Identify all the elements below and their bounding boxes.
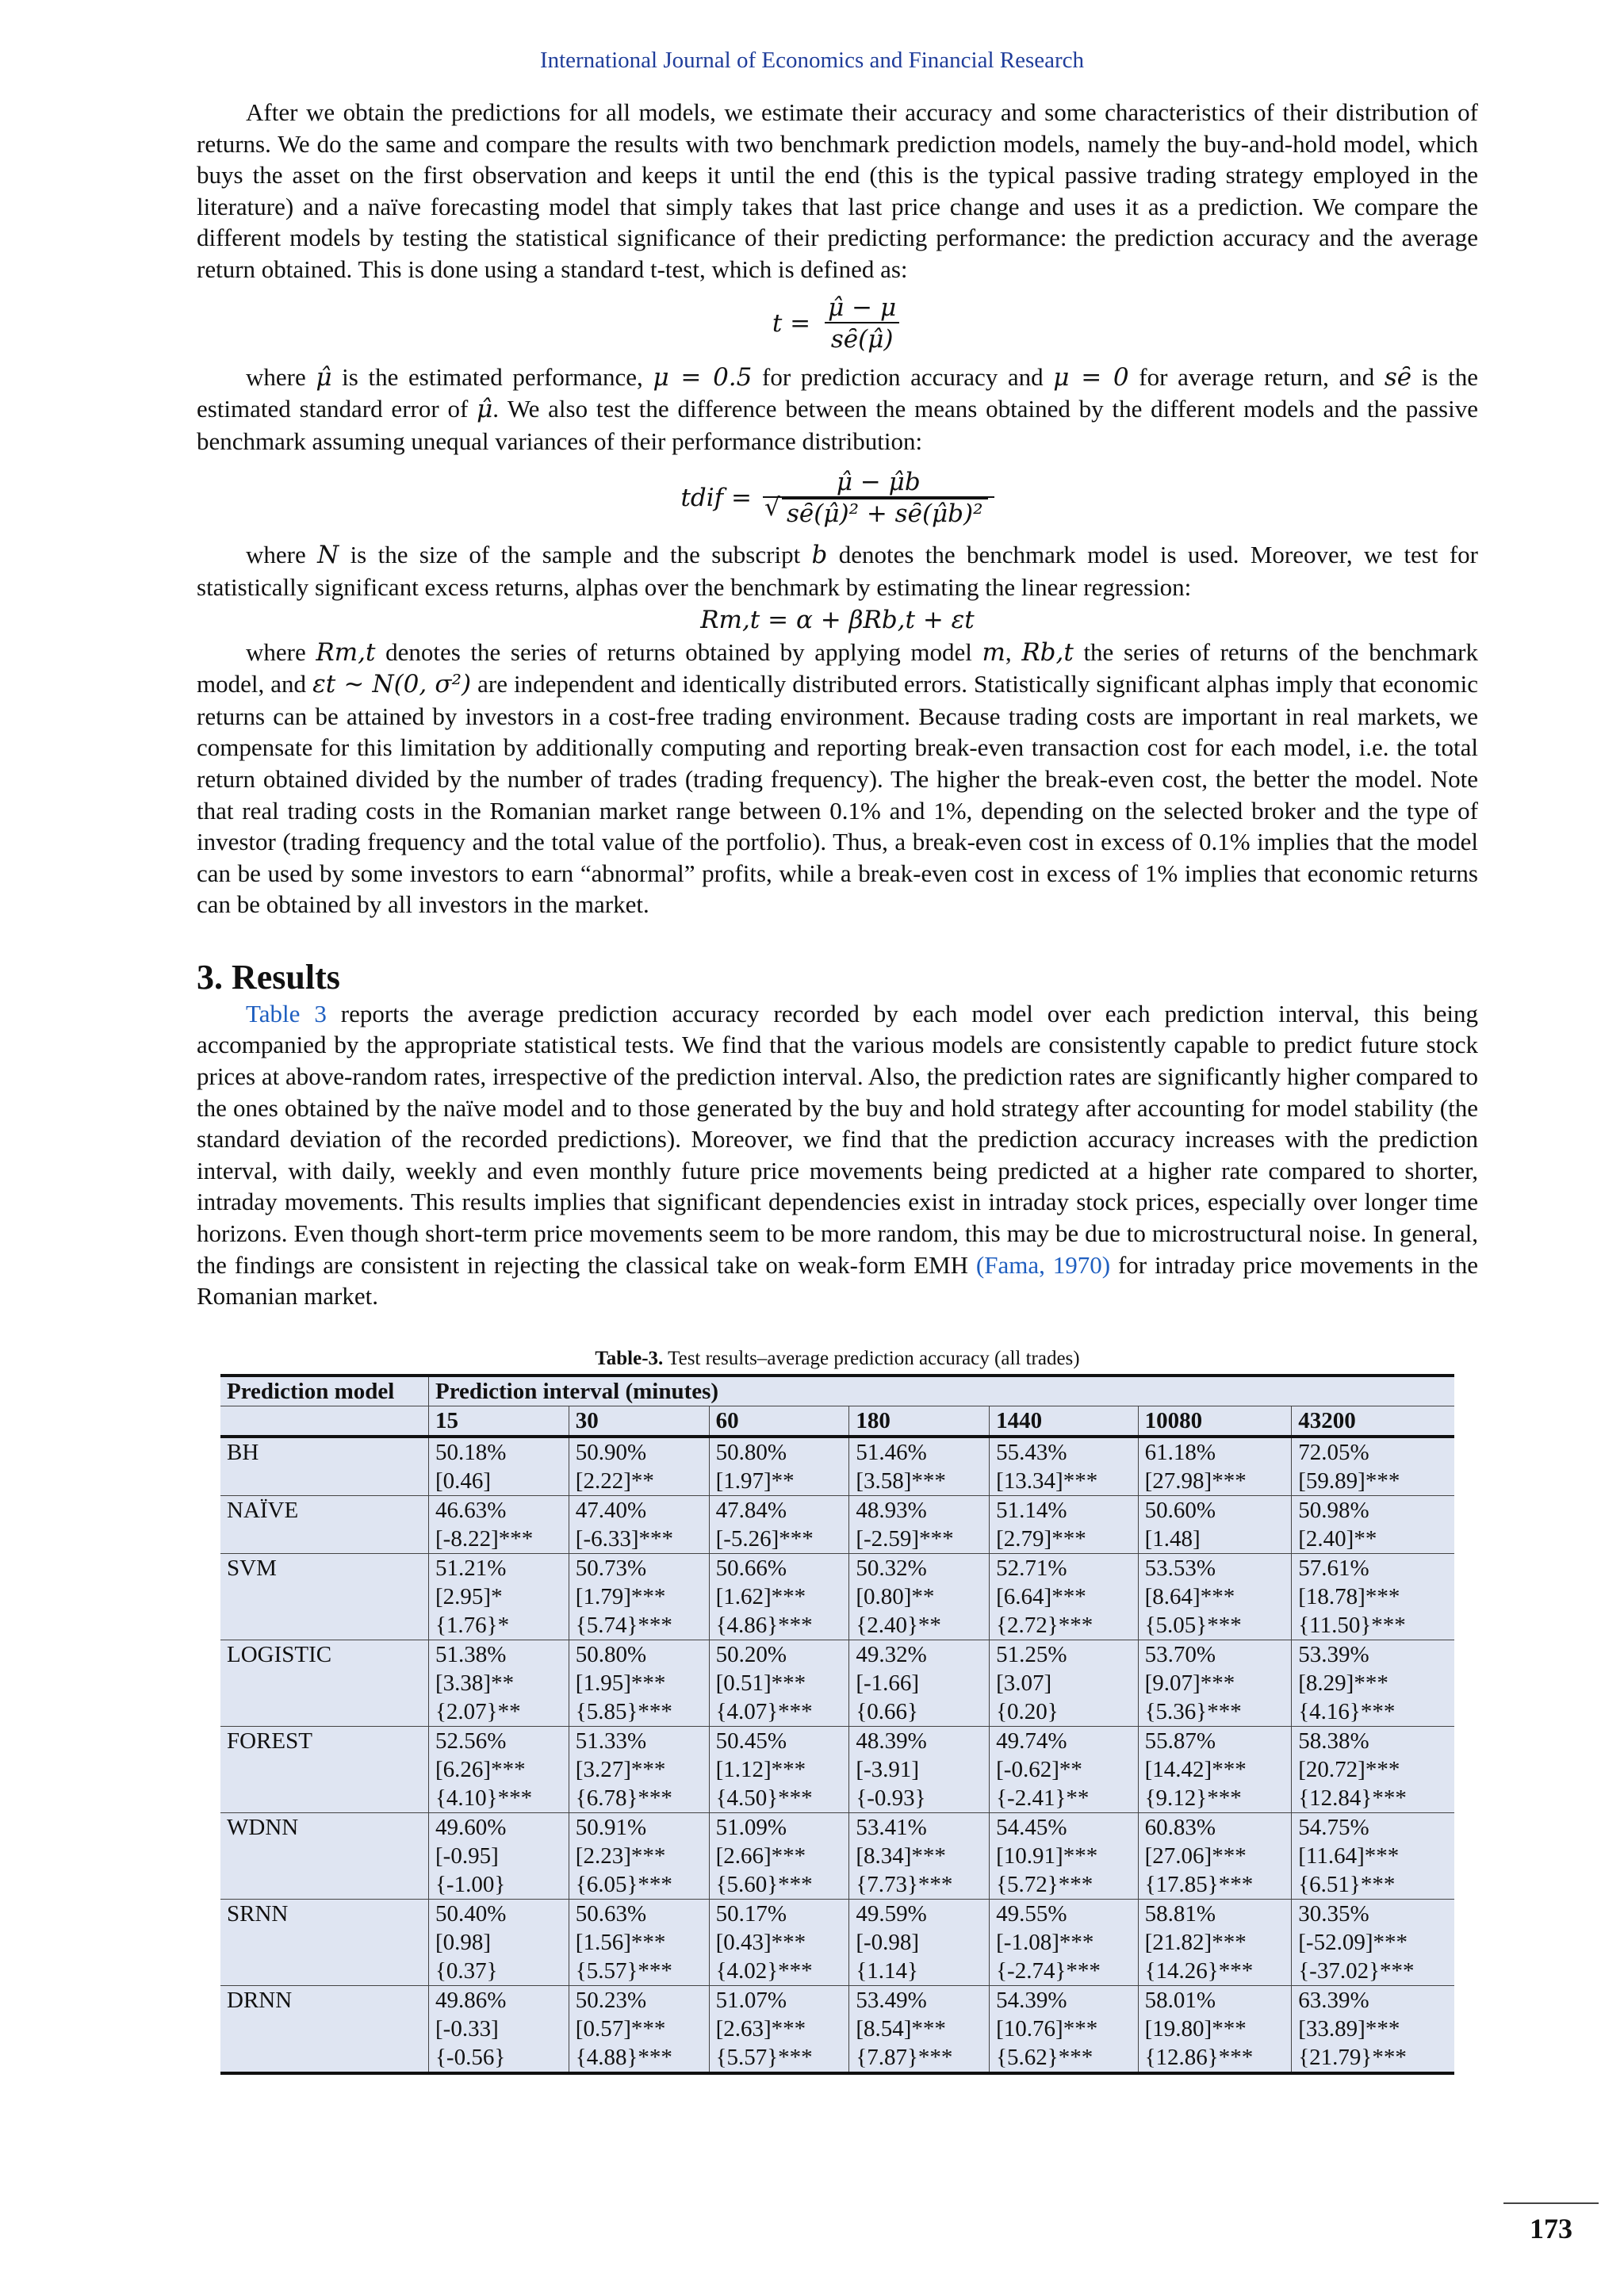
table-cell [849, 1985, 990, 2073]
table-row [220, 1985, 1454, 2073]
t-dif-value: {14.26}*** [1144, 1957, 1254, 1984]
eq-t-fraction [822, 293, 902, 354]
math-mu-05: μ = 0.5 [653, 362, 753, 392]
table-cell [849, 1640, 990, 1726]
accuracy-value: 50.90% [575, 1439, 647, 1465]
t-stat-value: [-52.09]*** [1298, 1929, 1408, 1955]
t-stat-value: [8.54]*** [856, 2015, 946, 2042]
t-stat-value: [-0.33] [435, 2015, 499, 2042]
math-r-mt: Rm,t [316, 637, 376, 667]
table-cell [569, 1812, 709, 1899]
math-m: m [982, 637, 1005, 667]
table-cell [1138, 1899, 1292, 1985]
accuracy-value: 30.35% [1298, 1900, 1369, 1927]
t-dif-value: {9.12}*** [1144, 1785, 1242, 1811]
t-stat-value: [1.79]*** [575, 1583, 666, 1609]
text-span: where [246, 637, 316, 666]
t-dif-value: {4.07}*** [715, 1698, 813, 1724]
table-cell [1292, 1640, 1454, 1726]
t-stat-value: [0.57]*** [575, 2015, 666, 2042]
accuracy-value: 48.39% [856, 1728, 927, 1754]
t-dif-value: {4.02}*** [715, 1957, 813, 1984]
t-stat-value: [11.64]*** [1298, 1843, 1400, 1869]
t-dif-value: {2.07}** [435, 1698, 521, 1724]
t-dif-value: {0.20} [996, 1698, 1059, 1724]
t-dif-value: {5.05}*** [1144, 1612, 1242, 1638]
t-stat-value: [-6.33]*** [575, 1525, 674, 1552]
table-cell [429, 1899, 569, 1985]
t-dif-value: {-2.74}*** [996, 1957, 1101, 1984]
t-dif-value: {0.66} [856, 1698, 918, 1724]
accuracy-value: 50.66% [715, 1555, 787, 1581]
interval-header-10080: 10080 [1138, 1406, 1292, 1437]
sqrt-expression: √ sȇ(μ̂)² + sȇ(μ̂b)² [782, 498, 988, 528]
t-stat-value: [3.07] [996, 1670, 1052, 1696]
accuracy-value: 50.98% [1298, 1497, 1369, 1523]
t-dif-value: {17.85}*** [1144, 1871, 1254, 1897]
results-body [220, 1437, 1454, 2073]
table-cell [1138, 1553, 1292, 1640]
accuracy-value: 51.09% [715, 1814, 787, 1840]
t-dif-value: {1.76}* [435, 1612, 510, 1638]
t-dif-value: {21.79}*** [1298, 2044, 1407, 2070]
t-stat-value: [19.80]*** [1144, 2015, 1247, 2042]
t-dif-value: {4.16}*** [1298, 1698, 1396, 1724]
table-cell [1292, 1899, 1454, 1985]
table-cell [429, 1985, 569, 2073]
math-mu-hat: μ̂ [477, 395, 493, 424]
table-cell [990, 1495, 1139, 1553]
t-stat-value: [20.72]*** [1298, 1756, 1400, 1782]
t-stat-value: [1.62]*** [715, 1583, 806, 1609]
t-stat-value: [3.27]*** [575, 1756, 666, 1782]
accuracy-value: 50.73% [575, 1555, 647, 1581]
table-cell [709, 1640, 849, 1726]
accuracy-value: 53.41% [856, 1814, 927, 1840]
model-name-cell: LOGISTIC [220, 1640, 429, 1726]
t-dif-value: {2.72}*** [996, 1612, 1094, 1638]
t-dif-value: {0.37} [435, 1957, 498, 1984]
t-dif-value: {12.86}*** [1144, 2044, 1254, 2070]
math-eps-dist: εt ~ N(0, σ²) [312, 670, 472, 699]
accuracy-value: 72.05% [1298, 1439, 1369, 1465]
accuracy-value: 54.75% [1298, 1814, 1369, 1840]
text-span: are independent and identically distributed errors. Statistically significant alphas imply that economic returns can be attained by investors in a cost-free trading environment. Because trading costs are important in real markets, we compensate for this limitation by additionally computing and reporting break-even transaction cost for each model, i.e. the total return obtained divided by the number of trades (trading frequency). The higher the break-even cost, the better the model. Note that real trading costs in the Romanian market range between 0.1% and 1%, depending on the selected broker and the type of investor (trading frequency and the total value of the portfolio). Thus, a break-even cost in excess of 0.1% implies that the model can be used by some investors to earn “abnormal” profits, while a break-even cost in excess of 1% implies that economic returns can be obtained by all investors in the market. [197, 670, 1478, 919]
table-cell [849, 1726, 990, 1812]
text-span: reports the average prediction accuracy recorded by each model over each prediction interval, this being accompanied by the appropriate statistical tests. We find that the various models are consistently capable to predict future stock prices at above-random rates, irrespective of the prediction interval. Also, the prediction rates are significantly higher compared to the ones obtained by the naïve model and to those generated by the buy and hold strategy after accounting for model stability (the standard deviation of the recorded predictions). Moreover, we find that the prediction accuracy increases with the prediction interval, with daily, weekly and even monthly future price movements being predicted at a higher rate compared to shorter, intraday movements. This results implies that significant dependencies exist in intraday stock prices, especially over longer time horizons. Even though short-term price movements seem to be more random, this may be due to microstructural noise. In general, the findings are consistent in rejecting the classical take on weak-form EMH [197, 999, 1479, 1279]
model-header-spacer [220, 1406, 429, 1437]
t-stat-value: [8.64]*** [1144, 1583, 1235, 1609]
t-dif-value: {2.40}** [856, 1612, 941, 1638]
t-stat-value: [13.34]*** [996, 1468, 1098, 1494]
t-dif-value: {4.88}*** [575, 2044, 672, 2070]
t-stat-value: [10.91]*** [996, 1843, 1098, 1869]
interval-column-header: Prediction interval (minutes) [429, 1376, 1455, 1406]
t-dif-value: {4.50}*** [715, 1785, 813, 1811]
table-cell [429, 1640, 569, 1726]
interval-header-1440: 1440 [990, 1406, 1139, 1437]
table-cell [709, 1812, 849, 1899]
table-cell [1292, 1985, 1454, 2073]
accuracy-value: 55.87% [1144, 1728, 1216, 1754]
table-cell [990, 1985, 1139, 2073]
accuracy-value: 58.01% [1144, 1987, 1216, 2013]
results-table [220, 1374, 1454, 2075]
text-span: is the estimated standard error of [197, 362, 1478, 423]
math-b: b [811, 541, 828, 570]
accuracy-value: 46.63% [435, 1497, 507, 1523]
model-name-cell: NAÏVE [220, 1495, 429, 1553]
t-stat-value: [6.26]*** [435, 1756, 526, 1782]
accuracy-value: 61.18% [1144, 1439, 1216, 1465]
model-column-header: Prediction model [220, 1376, 429, 1406]
table-row [220, 1495, 1454, 1553]
table-cell [1292, 1812, 1454, 1899]
interval-header-15: 15 [429, 1406, 569, 1437]
interval-header-180: 180 [849, 1406, 990, 1437]
table-cell [1138, 1985, 1292, 2073]
accuracy-value: 47.40% [575, 1497, 647, 1523]
accuracy-value: 51.14% [996, 1497, 1067, 1523]
t-stat-value: [1.12]*** [715, 1756, 806, 1782]
text-span: where [246, 541, 318, 569]
table-cell [429, 1812, 569, 1899]
text-span: is the estimated performance, [331, 362, 653, 391]
interval-header-row [220, 1406, 1454, 1437]
accuracy-value: 54.45% [996, 1814, 1067, 1840]
paragraph-results [197, 998, 1478, 1312]
t-stat-value: [21.82]*** [1144, 1929, 1247, 1955]
table-cell [569, 1899, 709, 1985]
eq-tdif-fraction [763, 468, 994, 528]
accuracy-value: 49.74% [996, 1728, 1067, 1754]
eq-t-lhs: t = [772, 308, 811, 338]
text-span: for prediction accuracy and [752, 362, 1054, 391]
t-stat-value: [59.89]*** [1298, 1468, 1400, 1494]
t-stat-value: [1.56]*** [575, 1929, 666, 1955]
t-dif-value: {5.60}*** [715, 1871, 813, 1897]
accuracy-value: 49.59% [856, 1900, 927, 1927]
t-dif-value: {6.78}*** [575, 1785, 672, 1811]
t-dif-value: {1.14} [856, 1957, 918, 1984]
accuracy-value: 52.56% [435, 1728, 507, 1754]
table-row [220, 1812, 1454, 1899]
t-stat-value: [-0.95] [435, 1843, 499, 1869]
text-span: , [1005, 637, 1022, 666]
paragraph-methods: After we obtain the predictions for all models, we estimate their accuracy and some characteristics of their distribution of returns. We do the same and compare the results with two benchmark prediction models, namely the buy-and-hold model, which buys the asset on the first observation and keeps it until the end (this is the typical passive trading strategy employed in the literature) and a naïve forecasting model that simply takes that last price change and uses it as a prediction. We compare the different models by testing the statistical significance of their predicting performance: the prediction accuracy and the average return obtained. This is done using a standard t-test, which is defined as: [197, 98, 1478, 283]
accuracy-value: 50.40% [435, 1900, 507, 1927]
interval-header-30: 30 [569, 1406, 709, 1437]
accuracy-value: 53.70% [1144, 1641, 1216, 1667]
t-dif-value: {5.57}*** [715, 2044, 813, 2070]
t-stat-value: [2.95]* [435, 1583, 503, 1609]
table-caption-label: Table-3. [595, 1347, 664, 1369]
t-stat-value: [-8.22]*** [435, 1525, 534, 1552]
t-stat-value: [10.76]*** [996, 2015, 1098, 2042]
table-cell [709, 1726, 849, 1812]
accuracy-value: 50.20% [715, 1641, 787, 1667]
t-dif-value: {12.84}*** [1298, 1785, 1407, 1811]
t-dif-value: {-2.41}** [996, 1785, 1090, 1811]
table-cell [990, 1812, 1139, 1899]
accuracy-value: 48.93% [856, 1497, 927, 1523]
t-dif-value: {-0.93} [856, 1785, 926, 1811]
table-cell [849, 1495, 990, 1553]
table-caption [197, 1347, 1478, 1371]
model-name-cell: SVM [220, 1553, 429, 1640]
table-cell [1138, 1495, 1292, 1553]
t-stat-value: [0.80]** [856, 1583, 935, 1609]
table-cell [1138, 1812, 1292, 1899]
t-dif-value: {-0.56} [435, 2044, 506, 2070]
t-stat-value: [2.66]*** [715, 1843, 806, 1869]
model-name-cell: DRNN [220, 1985, 429, 2073]
accuracy-value: 47.84% [715, 1497, 787, 1523]
math-r-bt: Rb,t [1021, 637, 1074, 667]
text-span: the series of returns of the benchmark model, and [197, 637, 1478, 698]
table-cell [1292, 1726, 1454, 1812]
eq-tdif-lhs: tdif = [680, 484, 752, 513]
eq-t-denominator: sȇ(μ̂) [825, 322, 900, 354]
table-cell [849, 1437, 990, 1496]
section-title: 3. Results [197, 957, 340, 997]
table-cell [990, 1553, 1139, 1640]
eq-t-numerator: μ̂ − μ [828, 293, 897, 322]
paragraph-where-mu [197, 362, 1478, 457]
t-stat-value: [0.98] [435, 1929, 492, 1955]
table-row [220, 1437, 1454, 1496]
t-dif-value: {5.72}*** [996, 1871, 1094, 1897]
t-stat-value: [8.34]*** [856, 1843, 946, 1869]
t-dif-value: {6.05}*** [575, 1871, 672, 1897]
t-stat-value: [-1.66] [856, 1670, 920, 1696]
t-stat-value: [18.78]*** [1298, 1583, 1400, 1609]
model-name-cell: BH [220, 1437, 429, 1496]
table-cell [849, 1899, 990, 1985]
t-dif-value: {5.85}*** [575, 1698, 672, 1724]
text-span: is the size of the sample and the subscript [339, 541, 812, 569]
t-stat-value: [0.51]*** [715, 1670, 806, 1696]
math-mu-0: μ = 0 [1053, 362, 1129, 392]
accuracy-value: 49.55% [996, 1900, 1067, 1927]
accuracy-value: 50.80% [575, 1641, 647, 1667]
equation-regression: Rm,t = α + βRb,t + εt [700, 605, 975, 634]
table-row [220, 1726, 1454, 1812]
table-cell [709, 1553, 849, 1640]
accuracy-value: 50.45% [715, 1728, 787, 1754]
table-cell [990, 1640, 1139, 1726]
model-name-cell: WDNN [220, 1812, 429, 1899]
accuracy-value: 50.32% [856, 1555, 927, 1581]
accuracy-value: 51.46% [856, 1439, 927, 1465]
t-stat-value: [1.48] [1144, 1525, 1201, 1552]
table-row [220, 1640, 1454, 1726]
t-stat-value: [-3.91] [856, 1756, 920, 1782]
table-cell [849, 1553, 990, 1640]
page-number: 173 [1530, 2213, 1572, 2244]
t-stat-value: [3.58]*** [856, 1468, 946, 1494]
text-span: . We also test the difference between the means obtained by the different models and the passive benchmark assuming unequal variances of their performance distribution: [197, 395, 1478, 455]
equation-t-test [197, 285, 1478, 362]
t-stat-value: [33.89]*** [1298, 2015, 1400, 2042]
accuracy-value: 53.39% [1298, 1641, 1369, 1667]
t-stat-value: [-5.26]*** [715, 1525, 814, 1552]
text-span: for intraday price movements in the Romanian market. [197, 1250, 1479, 1311]
accuracy-value: 51.38% [435, 1641, 507, 1667]
eq-tdif-denominator [763, 496, 994, 528]
accuracy-value: 50.63% [575, 1900, 647, 1927]
eq-tdif-numerator: μ̂ − μ̂b [836, 468, 921, 497]
accuracy-value: 54.39% [996, 1987, 1067, 2013]
t-stat-value: [-1.08]*** [996, 1929, 1094, 1955]
table-cell [990, 1437, 1139, 1496]
accuracy-value: 51.07% [715, 1987, 787, 2013]
table-cell [569, 1985, 709, 2073]
t-stat-value: [3.38]** [435, 1670, 515, 1696]
table-cell [1292, 1495, 1454, 1553]
accuracy-value: 55.43% [996, 1439, 1067, 1465]
accuracy-value: 50.91% [575, 1814, 647, 1840]
table-cell [569, 1726, 709, 1812]
main-content [197, 97, 1478, 2075]
t-stat-value: [2.79]*** [996, 1525, 1086, 1552]
accuracy-value: 49.32% [856, 1641, 927, 1667]
t-stat-value: [2.22]** [575, 1468, 654, 1494]
table-row [220, 1899, 1454, 1985]
interval-header-43200: 43200 [1292, 1406, 1454, 1437]
t-stat-value: [9.07]*** [1144, 1670, 1235, 1696]
accuracy-value: 58.38% [1298, 1728, 1369, 1754]
table-cell [849, 1812, 990, 1899]
table-cell [1292, 1553, 1454, 1640]
t-dif-value: {7.87}*** [856, 2044, 953, 2070]
text-span: denotes the series of returns obtained by applying model [375, 637, 982, 666]
accuracy-value: 49.86% [435, 1987, 507, 2013]
math-mu-hat: μ̂ [316, 362, 332, 392]
t-stat-value: [0.43]*** [715, 1929, 806, 1955]
journal-header: International Journal of Economics and Financial Research [539, 48, 1085, 73]
t-stat-value: [1.95]*** [575, 1670, 666, 1696]
table-cell [709, 1495, 849, 1553]
accuracy-value: 53.49% [856, 1987, 927, 2013]
t-stat-value: [2.40]** [1298, 1525, 1377, 1552]
accuracy-value: 50.60% [1144, 1497, 1216, 1523]
t-dif-value: {7.73}*** [856, 1871, 953, 1897]
t-dif-value: {5.62}*** [996, 2044, 1094, 2070]
table-cell [429, 1495, 569, 1553]
accuracy-value: 53.53% [1144, 1555, 1216, 1581]
accuracy-value: 50.17% [715, 1900, 787, 1927]
t-dif-value: {5.74}*** [575, 1612, 672, 1638]
table-cell [709, 1437, 849, 1496]
table-row [220, 1553, 1454, 1640]
footer-divider [1503, 2202, 1599, 2204]
t-stat-value: [-0.98] [856, 1929, 920, 1955]
t-dif-value: {-37.02}*** [1298, 1957, 1415, 1984]
equation-t-dif [197, 457, 1478, 539]
t-stat-value: [2.63]*** [715, 2015, 806, 2042]
t-stat-value: [2.23]*** [575, 1843, 666, 1869]
t-dif-value: {4.86}*** [715, 1612, 813, 1638]
t-stat-value: [6.64]*** [996, 1583, 1086, 1609]
interval-header-60: 60 [709, 1406, 849, 1437]
t-stat-value: [0.46] [435, 1468, 492, 1494]
math-se: sȇ [1384, 362, 1412, 392]
table-cell [990, 1899, 1139, 1985]
paragraph-where-n [197, 539, 1478, 603]
text-span: where [246, 362, 316, 391]
paragraph-where-r [197, 637, 1478, 920]
t-stat-value: [27.06]*** [1144, 1843, 1247, 1869]
table-cell [709, 1985, 849, 2073]
table-cell [569, 1495, 709, 1553]
table-cell [569, 1437, 709, 1496]
t-dif-value: {5.57}*** [575, 1957, 672, 1984]
table-3-link[interactable]: Table 3 [246, 999, 327, 1027]
t-stat-value: [27.98]*** [1144, 1468, 1247, 1494]
t-stat-value: [-0.62]** [996, 1756, 1082, 1782]
accuracy-value: 57.61% [1298, 1555, 1369, 1581]
t-stat-value: [8.29]*** [1298, 1670, 1388, 1696]
table-cell [429, 1726, 569, 1812]
accuracy-value: 60.83% [1144, 1814, 1216, 1840]
t-dif-value: {5.36}*** [1144, 1698, 1242, 1724]
accuracy-value: 51.33% [575, 1728, 647, 1754]
t-dif-value: {11.50}*** [1298, 1612, 1406, 1638]
math-n: N [317, 541, 339, 570]
table-cell [569, 1640, 709, 1726]
t-dif-value: {-1.00} [435, 1871, 506, 1897]
model-name-cell: FOREST [220, 1726, 429, 1812]
accuracy-value: 52.71% [996, 1555, 1067, 1581]
t-stat-value: [1.97]** [715, 1468, 795, 1494]
accuracy-value: 63.39% [1298, 1987, 1369, 2013]
accuracy-value: 50.80% [715, 1439, 787, 1465]
table-cell [429, 1553, 569, 1640]
table-cell [429, 1437, 569, 1496]
accuracy-value: 51.21% [435, 1555, 507, 1581]
table-cell [1138, 1437, 1292, 1496]
table-cell [569, 1553, 709, 1640]
table-header-row [220, 1376, 1454, 1406]
text-span: for average return, and [1128, 362, 1385, 391]
accuracy-value: 58.81% [1144, 1900, 1216, 1927]
model-name-cell: SRNN [220, 1899, 429, 1985]
fama-1970-link[interactable]: (Fama, 1970) [975, 1250, 1111, 1279]
t-stat-value: [-2.59]*** [856, 1525, 954, 1552]
accuracy-value: 49.60% [435, 1814, 507, 1840]
t-stat-value: [14.42]*** [1144, 1756, 1247, 1782]
table-cell [1292, 1437, 1454, 1496]
table-cell [1138, 1726, 1292, 1812]
table-cell [709, 1899, 849, 1985]
accuracy-value: 50.18% [435, 1439, 507, 1465]
accuracy-value: 50.23% [575, 1987, 647, 2013]
t-dif-value: {4.10}*** [435, 1785, 533, 1811]
table-caption-text: Test results–average prediction accuracy (all trades) [663, 1347, 1080, 1369]
table-cell [1138, 1640, 1292, 1726]
text-span: denotes the benchmark model is used. Moreover, we test for statistically significant excess returns, alphas over the benchmark by estimating the linear regression: [197, 541, 1478, 601]
t-dif-value: {6.51}*** [1298, 1871, 1396, 1897]
table-cell [990, 1726, 1139, 1812]
accuracy-value: 51.25% [996, 1641, 1067, 1667]
